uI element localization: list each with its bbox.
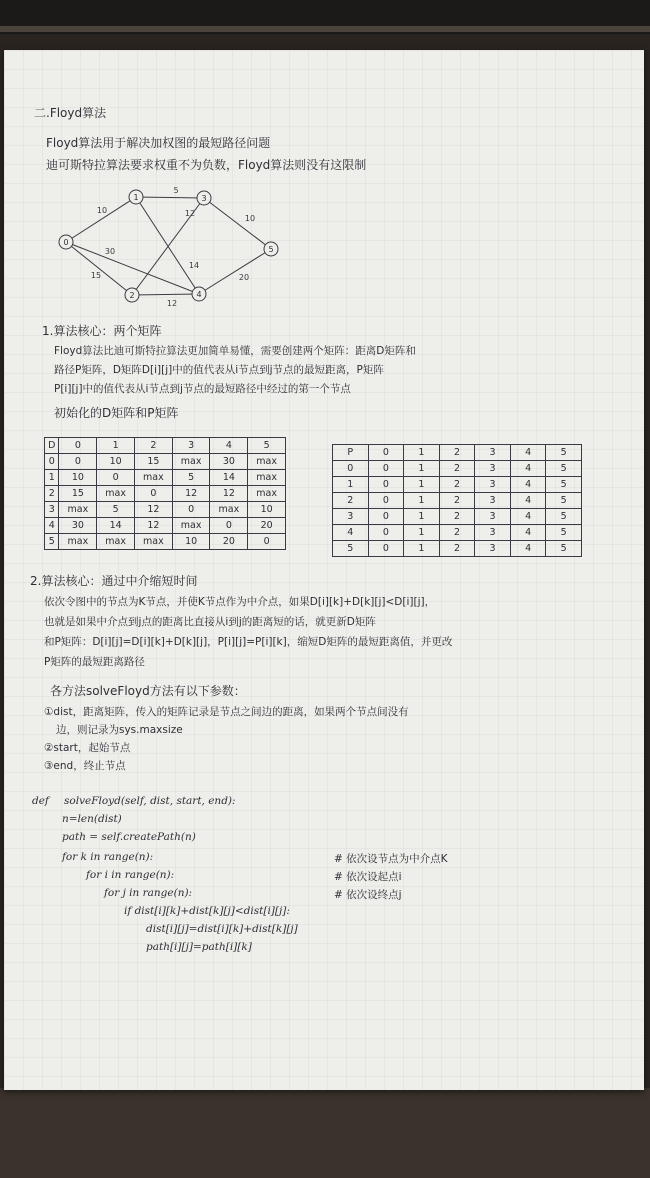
matrix-header-row	[333, 445, 582, 461]
section1-line: P[i][j]中的值代表从i节点到j节点的最短路径中经过的第一个节点	[54, 383, 351, 395]
matrix-cell: 0	[368, 477, 404, 493]
edge-weight-label: 10	[96, 206, 108, 215]
matrix-cell: 0	[172, 502, 210, 518]
matrix-cell: 5	[172, 470, 210, 486]
p-matrix-table	[332, 444, 582, 557]
code-line: for j in range(n):	[104, 887, 193, 899]
edge-weight-label: 30	[104, 247, 116, 256]
d-matrix-table	[44, 437, 286, 550]
matrix-row	[333, 509, 582, 525]
matrix-cell: 2	[439, 525, 475, 541]
matrix-cell: 1	[404, 525, 440, 541]
matrix-cell: 12	[210, 486, 248, 502]
matrix-cell: 2	[45, 486, 59, 502]
matrix-cell: 5	[546, 493, 582, 509]
matrix-header-cell: 0	[59, 438, 97, 454]
intro-line: 迪可斯特拉算法要求权重不为负数，Floyd算法则没有这限制	[46, 158, 367, 172]
matrix-cell: max	[248, 470, 286, 486]
matrix-cell: 20	[248, 518, 286, 534]
matrix-cell: 12	[134, 502, 172, 518]
matrix-cell: 3	[333, 509, 369, 525]
matrix-cell: 0	[368, 493, 404, 509]
section2-line: 也就是如果中介点到j点的距离比直接从i到j的距离短的话，就更新D矩阵	[44, 616, 376, 628]
graph-node-label: 1	[133, 193, 139, 202]
matrix-cell: 0	[59, 454, 97, 470]
matrix-cell: 12	[134, 518, 172, 534]
matrix-cell: 5	[546, 525, 582, 541]
matrix-cell: 2	[439, 461, 475, 477]
notebook-page	[4, 50, 644, 1090]
edge-weight-label: 12	[184, 209, 196, 218]
matrix-row	[45, 518, 286, 534]
matrix-cell: 2	[439, 477, 475, 493]
matrix-cell: 0	[97, 470, 135, 486]
matrix-cell: 0	[210, 518, 248, 534]
matrix-cell: 2	[333, 493, 369, 509]
edge-weight-label: 20	[238, 273, 250, 282]
desk-background-bottom	[0, 1088, 650, 1178]
matrix-header-cell: 5	[248, 438, 286, 454]
matrix-row	[333, 493, 582, 509]
code-line: solveFloyd(self, dist, start, end):	[64, 795, 236, 807]
matrix-cell: max	[210, 502, 248, 518]
matrix-cell: 0	[368, 509, 404, 525]
matrix-header-cell: 4	[510, 445, 546, 461]
graph-node-label: 4	[196, 290, 202, 299]
section2-line: 依次令图中的节点为K节点，并使K节点作为中介点，如果D[i][k]+D[k][j]<D[i][j]，	[44, 596, 436, 608]
matrix-cell: 10	[172, 534, 210, 550]
matrix-header-cell: P	[333, 445, 369, 461]
matrix-cell: 15	[134, 454, 172, 470]
method-param: 边，则记录为sys.maxsize	[56, 724, 183, 736]
section1-heading: 1.算法核心：两个矩阵	[42, 324, 162, 338]
matrix-cell: 3	[45, 502, 59, 518]
matrix-cell: 0	[368, 541, 404, 557]
matrix-header-row	[45, 438, 286, 454]
matrix-cell: 12	[172, 486, 210, 502]
matrix-cell: 15	[59, 486, 97, 502]
code-comment: # 依次设起点i	[334, 871, 402, 883]
code-comment: # 依次设节点为中介点K	[334, 853, 448, 865]
matrix-cell: 14	[210, 470, 248, 486]
section2-line: P矩阵的最短距离路径	[44, 656, 145, 668]
matrix-row	[333, 477, 582, 493]
code-line: dist[i][j]=dist[i][k]+dist[k][j]	[146, 923, 298, 935]
matrix-cell: 1	[404, 461, 440, 477]
matrix-cell: 4	[45, 518, 59, 534]
matrix-cell: 3	[475, 477, 511, 493]
code-line: path = self.createPath(n)	[62, 831, 196, 843]
section-title: 二.Floyd算法	[34, 106, 107, 120]
matrix-cell: 4	[510, 525, 546, 541]
matrix-cell: 4	[510, 509, 546, 525]
matrix-cell: max	[59, 534, 97, 550]
desk-background-top	[0, 0, 650, 34]
method-heading: 各方法solveFloyd方法有以下参数：	[50, 684, 246, 698]
matrix-cell: 3	[475, 525, 511, 541]
matrix-row	[45, 470, 286, 486]
matrix-cell: max	[97, 534, 135, 550]
graph-node-label: 5	[268, 245, 274, 254]
matrix-cell: 30	[210, 454, 248, 470]
matrix-cell: 14	[97, 518, 135, 534]
matrix-cell: 1	[404, 541, 440, 557]
matrix-cell: 4	[510, 461, 546, 477]
section2-heading: 2.算法核心：通过中介缩短时间	[30, 574, 198, 588]
matrix-cell: 3	[475, 461, 511, 477]
matrix-cell: 5	[546, 509, 582, 525]
matrix-header-cell: 3	[475, 445, 511, 461]
matrix-cell: max	[134, 470, 172, 486]
method-param: ③end，终止节点	[44, 760, 126, 772]
matrix-cell: 0	[134, 486, 172, 502]
section2-line: 和P矩阵：D[i][j]=D[i][k]+D[k][j]，P[i][j]=P[i][k]，缩短D矩阵的最短距离值，并更改	[44, 636, 453, 648]
matrix-cell: 5	[546, 477, 582, 493]
matrix-cell: 3	[475, 509, 511, 525]
graph-node-label: 3	[201, 194, 207, 203]
section1-line: Floyd算法比迪可斯特拉算法更加简单易懂，需要创建两个矩阵：距离D矩阵和	[54, 345, 416, 357]
matrix-row	[333, 461, 582, 477]
matrix-cell: max	[172, 518, 210, 534]
matrix-cell: 4	[333, 525, 369, 541]
matrix-header-cell: 2	[134, 438, 172, 454]
matrix-cell: 1	[333, 477, 369, 493]
intro-line: Floyd算法用于解决加权图的最短路径问题	[46, 136, 271, 150]
matrix-cell: max	[248, 486, 286, 502]
matrix-cell: 4	[510, 541, 546, 557]
code-line: if dist[i][k]+dist[k][j]<dist[i][j]:	[124, 905, 290, 917]
code-line: for k in range(n):	[62, 851, 154, 863]
edge-weight-label: 14	[188, 261, 200, 270]
matrix-cell: 0	[248, 534, 286, 550]
code-line: path[i][j]=path[i][k]	[146, 941, 252, 953]
matrix-cell: 4	[510, 477, 546, 493]
matrix-cell: 3	[475, 493, 511, 509]
matrix-cell: 5	[333, 541, 369, 557]
section1-line: 路径P矩阵，D矩阵D[i][j]中的值代表从i节点到j节点的最短距离，P矩阵	[54, 364, 384, 376]
matrix-header-cell: 5	[546, 445, 582, 461]
matrix-cell: max	[172, 454, 210, 470]
method-param: ①dist，距离矩阵，传入的矩阵记录是节点之间边的距离，如果两个节点间没有	[44, 706, 409, 718]
matrix-cell: 4	[510, 493, 546, 509]
matrix-cell: 1	[404, 477, 440, 493]
matrix-header-cell: 2	[439, 445, 475, 461]
matrix-header-cell: 4	[210, 438, 248, 454]
matrix-cell: 0	[368, 461, 404, 477]
matrix-cell: 5	[97, 502, 135, 518]
matrix-cell: max	[248, 454, 286, 470]
method-param: ②start，起始节点	[44, 742, 131, 754]
weighted-graph-diagram	[44, 180, 304, 315]
matrix-cell: 0	[368, 525, 404, 541]
matrix-row	[333, 541, 582, 557]
matrix-header-cell: 3	[172, 438, 210, 454]
matrix-cell: 10	[248, 502, 286, 518]
matrix-row	[45, 502, 286, 518]
matrix-cell: max	[134, 534, 172, 550]
matrix-cell: 10	[59, 470, 97, 486]
matrix-cell: 20	[210, 534, 248, 550]
edge-weight-label: 15	[90, 271, 102, 280]
matrix-cell: 2	[439, 493, 475, 509]
matrix-cell: 5	[546, 461, 582, 477]
matrix-header-cell: 1	[404, 445, 440, 461]
matrix-header-cell: 1	[97, 438, 135, 454]
matrix-cell: 1	[404, 493, 440, 509]
matrix-row	[45, 534, 286, 550]
matrix-cell: 1	[45, 470, 59, 486]
edge-weight-label: 10	[244, 214, 256, 223]
code-line: n=len(dist)	[62, 813, 122, 825]
matrix-cell: 5	[546, 541, 582, 557]
matrix-cell: 10	[97, 454, 135, 470]
edge-weight-label: 12	[166, 299, 178, 308]
code-line: for i in range(n):	[86, 869, 175, 881]
matrix-cell: 1	[404, 509, 440, 525]
matrix-header-cell: D	[45, 438, 59, 454]
edge-weight-label: 5	[173, 186, 179, 195]
matrix-cell: 0	[45, 454, 59, 470]
matrix-cell: 30	[59, 518, 97, 534]
matrix-cell: 5	[45, 534, 59, 550]
graph-node-label: 0	[63, 238, 69, 247]
matrix-cell: 0	[333, 461, 369, 477]
matrix-row	[333, 525, 582, 541]
graph-node-label: 2	[129, 291, 135, 300]
matrix-cell: 2	[439, 541, 475, 557]
matrix-cell: max	[97, 486, 135, 502]
matrix-row	[45, 486, 286, 502]
matrix-cell: max	[59, 502, 97, 518]
init-matrices-label: 初始化的D矩阵和P矩阵	[54, 406, 179, 420]
matrix-cell: 2	[439, 509, 475, 525]
matrix-header-cell: 0	[368, 445, 404, 461]
matrix-cell: 3	[475, 541, 511, 557]
code-comment: # 依次设终点j	[334, 889, 402, 901]
matrix-row	[45, 454, 286, 470]
code-keyword-def: def	[32, 795, 49, 807]
